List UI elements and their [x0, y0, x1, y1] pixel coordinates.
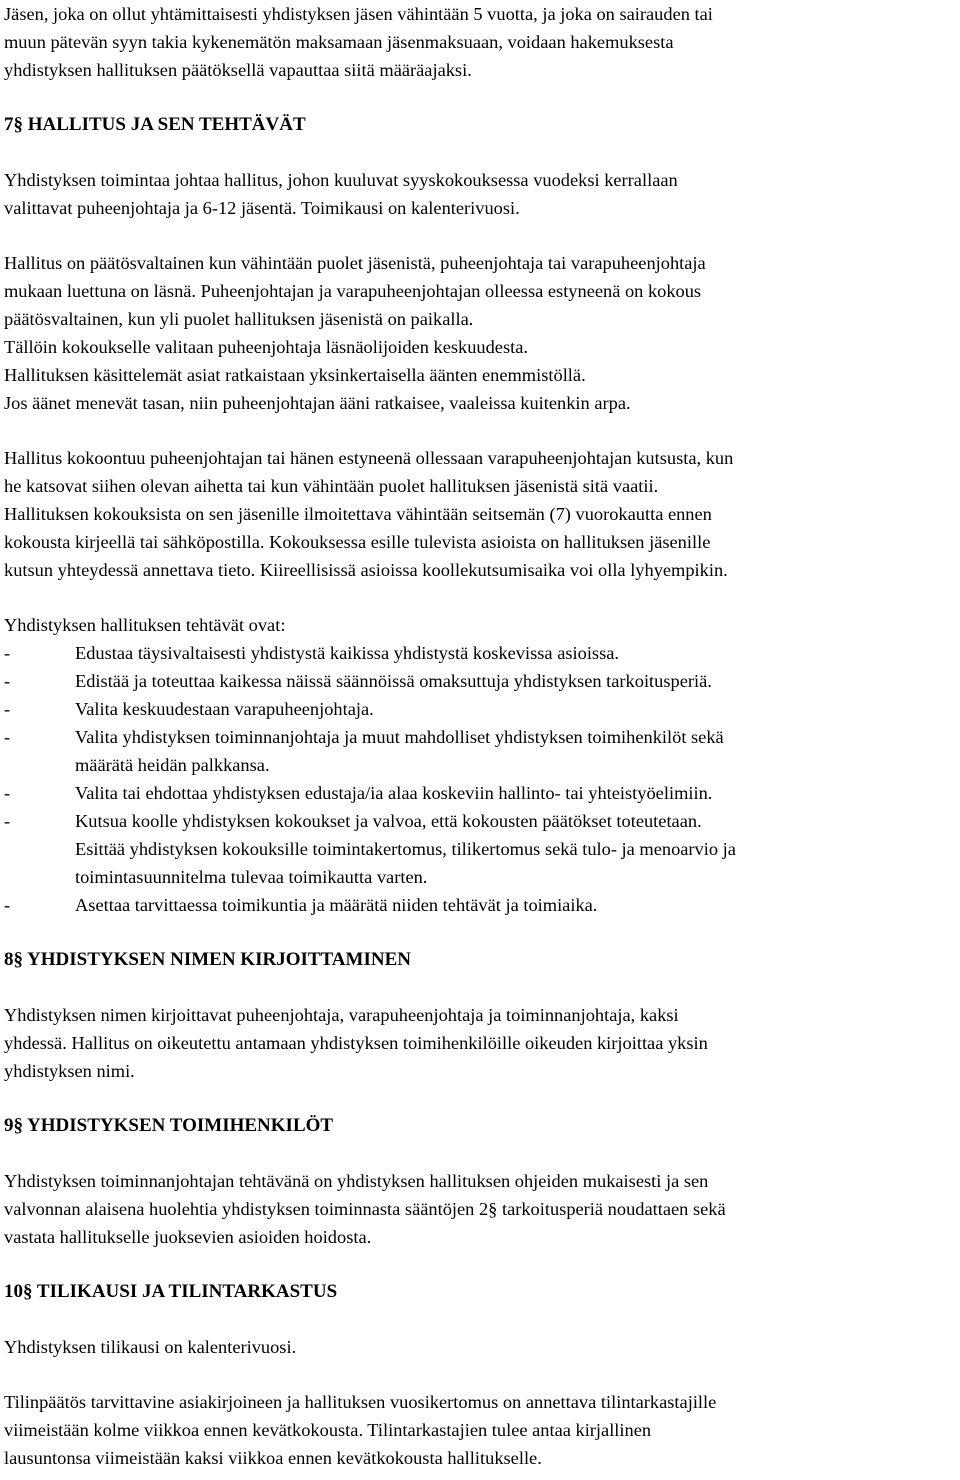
list-item-text: Edustaa täysivaltaisesti yhdistystä kaikissa yhdistystä koskevissa asioissa.: [75, 643, 619, 663]
duties-list-intro: Yhdistyksen hallituksen tehtävät ovat:: [4, 615, 286, 635]
section-7-paragraph-1: [4, 166, 956, 222]
section-7-paragraph-2: [4, 249, 956, 417]
text-line: päätösvaltainen, kun yli puolet hallituksen jäsenistä on paikalla.: [4, 309, 474, 329]
list-item: [4, 779, 956, 807]
text-line: valvonnan alaisena huolehtia yhdistyksen toiminnasta sääntöjen 2§ tarkoitusperiä noudattaen sekä: [4, 1199, 726, 1219]
text-line: Hallitus on päätösvaltainen kun vähintään puolet jäsenistä, puheenjohtaja tai varapuheenjohtaja: [4, 253, 706, 273]
section-8-heading: 8§ YHDISTYKSEN NIMEN KIRJOITTAMINEN: [4, 949, 411, 970]
text-line: Yhdistyksen toiminnanjohtajan tehtävänä on yhdistyksen hallituksen ohjeiden mukaisesti ja sen: [4, 1171, 709, 1191]
section-9-heading: 9§ YHDISTYKSEN TOIMIHENKILÖT: [4, 1115, 334, 1136]
intro-paragraph: [4, 0, 956, 84]
text-line: Jos äänet menevät tasan, niin puheenjohtajan ääni ratkaisee, vaaleissa kuitenkin arpa.: [4, 393, 631, 413]
text-line: kutsun yhteydessä annettava tieto. Kiireellisissä asioissa koollekutsumisaika voi olla lyhyempikin.: [4, 560, 728, 580]
list-item: [4, 639, 956, 667]
text-line: Hallituksen kokouksista on sen jäsenille ilmoitettava vähintään seitsemän (7) vuorokautta ennen: [4, 504, 712, 524]
list-dash: -: [4, 727, 11, 747]
section-10-paragraph-1: [4, 1333, 956, 1361]
text-line: Yhdistyksen tilikausi on kalenterivuosi.: [4, 1337, 297, 1357]
list-item: [4, 667, 956, 695]
text-line: Yhdistyksen nimen kirjoittavat puheenjohtaja, varapuheenjohtaja ja toiminnanjohtaja, kaksi: [4, 1005, 679, 1025]
list-item-text: Valita keskuudestaan varapuheenjohtaja.: [75, 699, 374, 719]
list-dash: -: [4, 699, 11, 719]
list-item: [4, 807, 956, 835]
list-item-text: Edistää ja toteuttaa kaikessa näissä säännöissä omaksuttuja yhdistyksen tarkoitusperiä.: [75, 671, 712, 691]
list-dash: -: [4, 811, 11, 831]
text-line: Tällöin kokoukselle valitaan puheenjohtaja läsnäolijoiden keskuudesta.: [4, 337, 528, 357]
list-item-text: Valita tai ehdottaa yhdistyksen edustaja/ia alaa koskeviin hallinto- tai yhteistyöelimiin.: [75, 783, 713, 803]
list-item: [4, 723, 956, 751]
list-item-text: Valita yhdistyksen toiminnanjohtaja ja muut mahdolliset yhdistyksen toimihenkilöt sekä: [75, 727, 724, 747]
text-line: he katsovat siihen olevan aihetta tai kun vähintään puolet hallituksen jäsenistä sitä vaatii.: [4, 476, 659, 496]
list-dash: -: [4, 671, 11, 691]
text-line: Hallituksen käsittelemät asiat ratkaistaan yksinkertaisella äänten enemmistöllä.: [4, 365, 586, 385]
text-line: yhdessä. Hallitus on oikeutettu antamaan yhdistyksen toimihenkilöille oikeuden kirjoittaa yksin: [4, 1033, 708, 1053]
section-8-paragraph-1: [4, 1001, 956, 1085]
list-item-continuation: Esittää yhdistyksen kokouksille toimintakertomus, tilikertomus sekä tulo- ja menoarvio ja: [75, 839, 736, 859]
text-line: yhdistyksen hallituksen päätöksellä vapauttaa siitä määräajaksi.: [4, 60, 472, 80]
text-line: muun pätevän syyn takia kykenemätön maksamaan jäsenmaksuaan, voidaan hakemuksesta: [4, 32, 674, 52]
list-item-continuation: toimintasuunnitelma tulevaa toimikautta varten.: [75, 867, 428, 887]
text-line: yhdistyksen nimi.: [4, 1061, 135, 1081]
section-7-paragraph-3: [4, 444, 956, 584]
text-line: viimeistään kolme viikkoa ennen kevätkokousta. Tilintarkastajien tulee antaa kirjallinen: [4, 1420, 652, 1440]
text-line: kokousta kirjeellä tai sähköpostilla. Kokouksessa esille tulevista asioista on hallituksen jäsenille: [4, 532, 711, 552]
list-item: [4, 891, 956, 919]
text-line: lausuntonsa viimeistään kaksi viikkoa ennen kevätkokousta hallitukselle.: [4, 1448, 542, 1468]
list-dash: -: [4, 783, 11, 803]
section-7-heading: 7§ HALLITUS JA SEN TEHTÄVÄT: [4, 114, 306, 135]
list-item-text: Kutsua koolle yhdistyksen kokoukset ja valvoa, että kokousten päätökset toteutetaan.: [75, 811, 702, 831]
text-line: Yhdistyksen toimintaa johtaa hallitus, johon kuuluvat syyskokouksessa vuodeksi kerrallaan: [4, 170, 678, 190]
list-dash: -: [4, 643, 11, 663]
document-page: [4, 0, 956, 1472]
list-item-text: Asettaa tarvittaessa toimikuntia ja määrätä niiden tehtävät ja toimiaika.: [75, 895, 598, 915]
text-line: Jäsen, joka on ollut yhtämittaisesti yhdistyksen jäsen vähintään 5 vuotta, ja joka on sairauden tai: [4, 4, 713, 24]
text-line: mukaan luettuna on läsnä. Puheenjohtajan ja varapuheenjohtajan olleessa estyneenä on kokous: [4, 281, 702, 301]
section-10-heading: 10§ TILIKAUSI JA TILINTARKASTUS: [4, 1281, 338, 1302]
list-item-continuation: määrätä heidän palkkansa.: [75, 755, 270, 775]
text-line: Hallitus kokoontuu puheenjohtajan tai hänen estyneenä ollessaan varapuheenjohtajan kutsusta, kun: [4, 448, 734, 468]
section-10-paragraph-2: [4, 1388, 956, 1472]
list-item: [4, 695, 956, 723]
section-9-paragraph-1: [4, 1167, 956, 1251]
text-line: valittavat puheenjohtaja ja 6-12 jäsentä. Toimikausi on kalenterivuosi.: [4, 198, 520, 218]
list-dash: -: [4, 895, 11, 915]
duties-list: [4, 639, 956, 919]
text-line: vastata hallitukselle juoksevien asioiden hoidosta.: [4, 1227, 372, 1247]
text-line: Tilinpäätös tarvittavine asiakirjoineen ja hallituksen vuosikertomus on annettava tilintarkastajille: [4, 1392, 717, 1412]
